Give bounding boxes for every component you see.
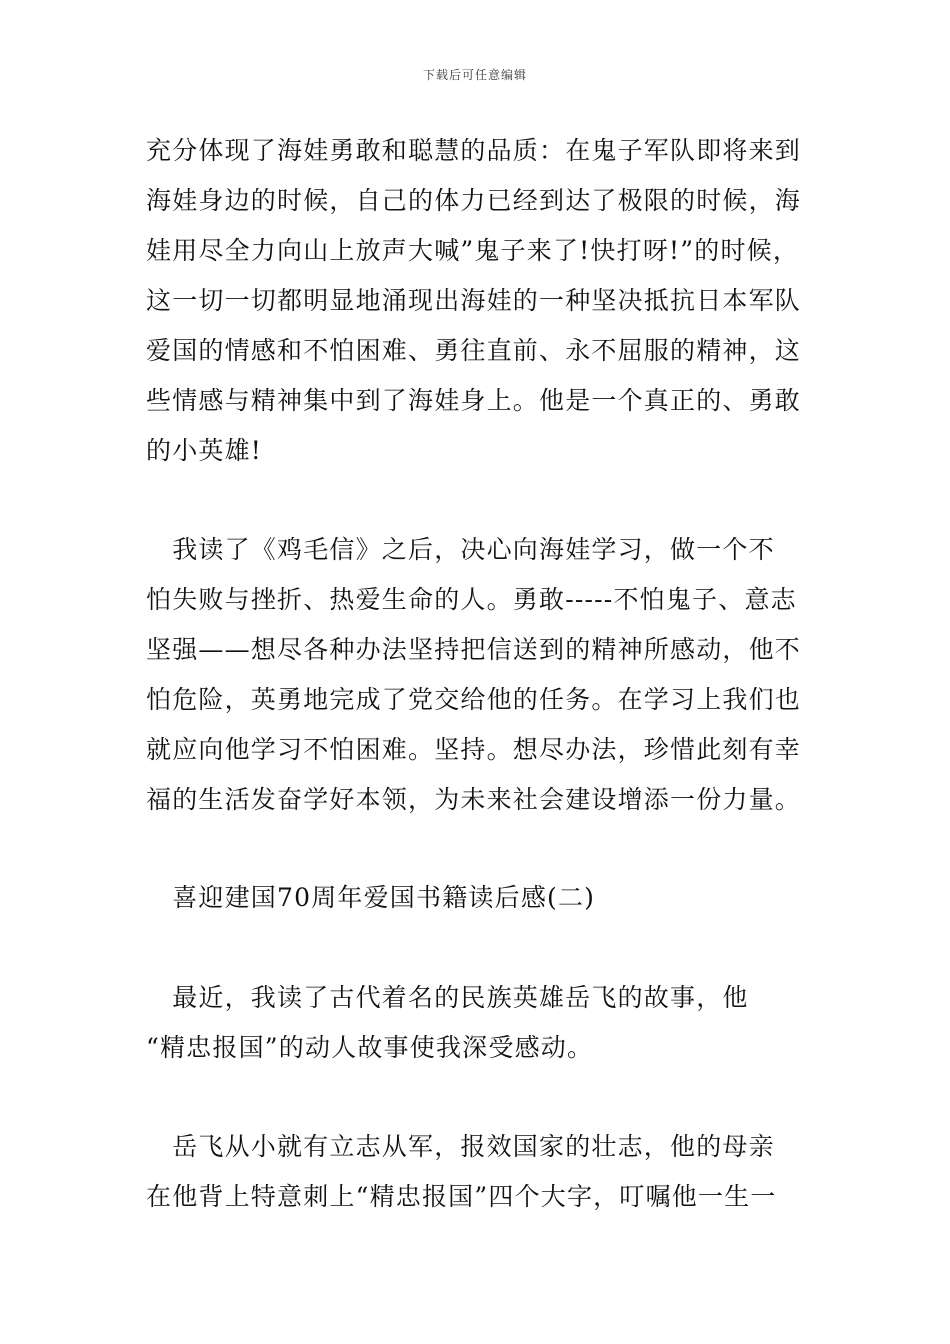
text-line: 海娃身边的时候，自己的体力已经到达了极限的时候，海 xyxy=(146,186,802,215)
paragraph-4 xyxy=(146,1122,816,1222)
text-line: 福的生活发奋学好本领，为未来社会建设增添一份力量。 xyxy=(146,785,802,814)
text-line: 就应向他学习不怕困难。坚持。想尽办法，珍惜此刻有幸 xyxy=(146,735,802,764)
paragraph-2 xyxy=(146,525,816,825)
page-header: 下载后可任意编辑 xyxy=(422,68,527,82)
text-line: 怕危险，英勇地完成了党交给他的任务。在学习上我们也 xyxy=(146,685,802,714)
text-line: 在他背上特意刺上“精忠报国”四个大字，叮嘱他一生一 xyxy=(146,1182,777,1211)
text-line: 些情感与精神集中到了海娃身上。他是一个真正的、勇敢 xyxy=(146,386,802,415)
paragraph-3 xyxy=(146,973,816,1073)
text-line: 坚强——想尽各种办法坚持把信送到的精神所感动，他不 xyxy=(146,635,802,664)
text-line: 最近，我读了古代着名的民族英雄岳飞的故事，他 xyxy=(146,983,749,1012)
text-line: 的小英雄! xyxy=(146,436,263,465)
text-line: 爱国的情感和不怕困难、勇往直前、永不屈服的精神，这 xyxy=(146,336,802,365)
text-line: 喜迎建国70周年爱国书籍读后感(二) xyxy=(146,883,596,912)
text-line: 怕失败与挫折、热爱生命的人。勇敢-----不怕鬼子、意志 xyxy=(146,585,797,614)
text-line: 岳飞从小就有立志从军，报效国家的壮志，他的母亲 xyxy=(146,1132,775,1161)
section-title xyxy=(146,873,816,923)
text-line: 这一切一切都明显地涌现出海娃的一种坚决抵抗日本军队 xyxy=(146,286,802,315)
paragraph-1 xyxy=(146,126,816,476)
text-line: 我读了《鸡毛信》之后，决心向海娃学习，做一个不 xyxy=(146,535,775,564)
text-line: 娃用尽全力向山上放声大喊”鬼子来了!快打呀!”的时候， xyxy=(146,236,800,265)
text-line: 充分体现了海娃勇敢和聪慧的品质：在鬼子军队即将来到 xyxy=(146,136,802,165)
text-line: “精忠报国”的动人故事使我深受感动。 xyxy=(146,1033,594,1062)
